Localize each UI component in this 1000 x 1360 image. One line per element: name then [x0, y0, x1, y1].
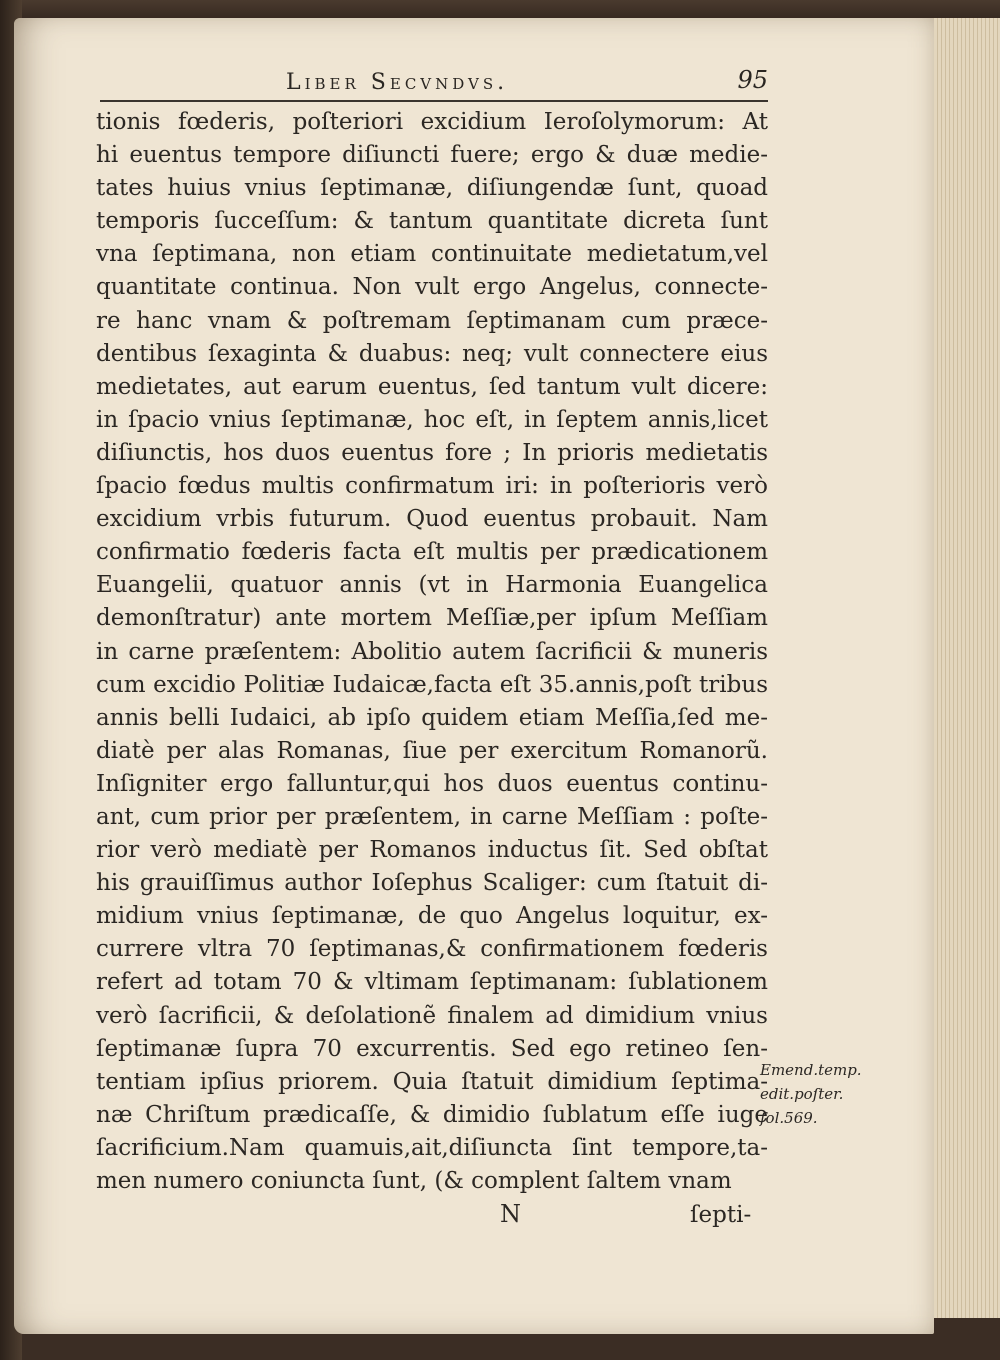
text-line: excidium vrbis futurum. Quod euentus probauit. Nam — [96, 506, 768, 533]
text-line: vna ſeptimana, non etiam continuitate medietatum,vel — [96, 241, 768, 268]
text-line: tentiam ipſius priorem. Quia ſtatuit dimidium ſeptima- — [96, 1068, 768, 1095]
body-text — [96, 106, 768, 1198]
text-line: ſeptimanæ ſupra 70 excurrentis. Sed ego retineo ſen- — [96, 1035, 768, 1062]
text-line: ſacrificium.Nam quamuis,ait,diſiuncta ſint tempore,ta- — [96, 1134, 768, 1161]
text-line: confirmatio fœderis facta eſt multis per prædicationem — [96, 539, 768, 566]
page-edges — [930, 18, 1000, 1318]
text-line: Inſigniter ergo falluntur,qui hos duos euentus continu- — [96, 770, 768, 797]
header-rule — [100, 100, 768, 102]
text-line: cum excidio Politiæ Iudaicæ,facta eſt 35.annis,poſt tribus — [96, 671, 768, 698]
text-line: re hanc vnam & poſtremam ſeptimanam cum præce- — [96, 307, 768, 334]
text-line: ant, cum prior per præſentem, in carne Meſſiam : poſte- — [96, 803, 768, 830]
page-number: 95 — [737, 66, 768, 94]
running-head: Liber Secvndvs. — [286, 70, 509, 95]
text-line: ſpacio fœdus multis confirmatum iri: in poſterioris verò — [96, 473, 768, 500]
signature-mark: N — [500, 1200, 521, 1228]
catchword: ſepti- — [690, 1202, 752, 1228]
text-line: diatè per alas Romanas, ſiue per exercitum Romanorũ. — [96, 737, 768, 764]
marginal-note-line: Emend.temp. — [760, 1061, 862, 1079]
text-line: demonſtratur) ante mortem Meſſiæ,per ipſum Meſſiam — [96, 605, 768, 632]
text-line: medietates, aut earum euentus, ſed tantum vult dicere: — [96, 373, 768, 400]
text-line: in carne præſentem: Abolitio autem ſacrificii & muneris — [96, 638, 768, 665]
text-line: verò ſacrificii, & deſolationẽ finalem ad dimidium vnius — [96, 1002, 768, 1029]
text-line: næ Chriſtum prædicaſſe, & dimidio ſublatum eſſe iuge — [96, 1101, 768, 1128]
text-line: in ſpacio vnius ſeptimanæ, hoc eſt, in ſeptem annis,licet — [96, 406, 768, 433]
text-line: refert ad totam 70 & vltimam ſeptimanam: ſublationem — [96, 969, 768, 996]
marginal-note-line: edit.poſter. — [760, 1085, 844, 1103]
text-line: men numero coniuncta ſunt, (& complent ſaltem vnam — [96, 1168, 732, 1194]
text-line: his grauiſſimus author Ioſephus Scaliger: cum ſtatuit di- — [96, 870, 768, 897]
text-line: currere vltra 70 ſeptimanas,& confirmationem fœderis — [96, 936, 768, 963]
text-line: Euangelii, quatuor annis (vt in Harmonia Euangelica — [96, 572, 768, 599]
marginal-note — [760, 1058, 890, 1130]
text-line: tates huius vnius ſeptimanæ, diſiungendæ ſunt, quoad — [96, 175, 768, 202]
text-line: tionis fœderis, poſteriori excidium Ieroſolymorum: At — [96, 109, 768, 135]
text-line: rior verò mediatè per Romanos inductus ſit. Sed obſtat — [96, 837, 768, 864]
text-line: quantitate continua. Non vult ergo Angelus, connecte- — [96, 274, 768, 301]
text-line: temporis ſucceſſum: & tantum quantitate dicreta ſunt — [96, 208, 768, 235]
marginal-note-line: fol.569. — [760, 1109, 818, 1127]
text-line: annis belli Iudaici, ab ipſo quidem etiam Meſſia,ſed me- — [96, 704, 768, 731]
page-header — [100, 64, 768, 104]
text-line: diſiunctis, hos duos euentus fore ; In prioris medietatis — [96, 439, 768, 466]
text-line: midium vnius ſeptimanæ, de quo Angelus loquitur, ex- — [96, 903, 768, 930]
text-line: dentibus ſexaginta & duabus: neq; vult connectere eius — [96, 340, 768, 367]
text-line: hi euentus tempore diſiuncti fuere; ergo & duæ medie- — [96, 142, 768, 169]
